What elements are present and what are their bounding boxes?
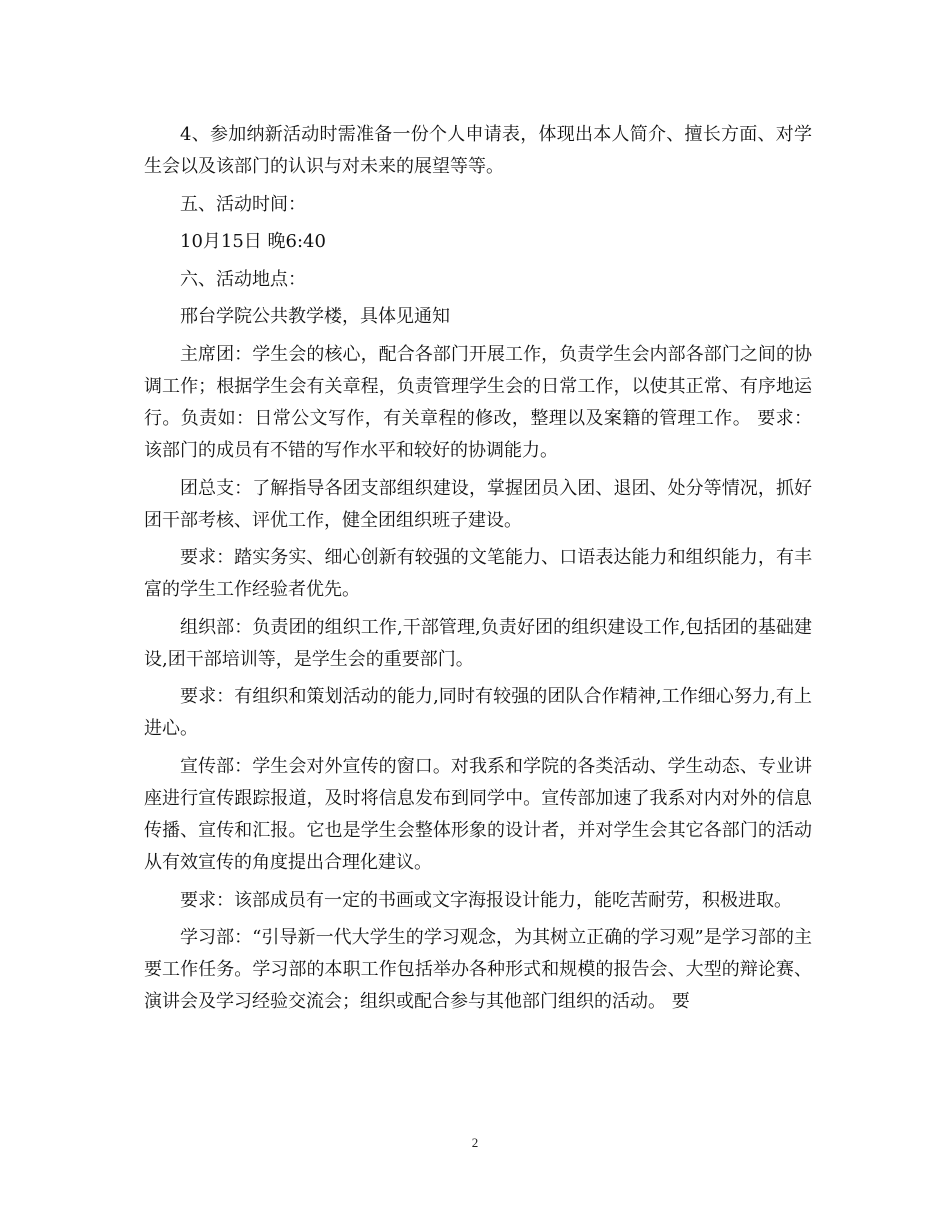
paragraph-presidium: 主席团：学生会的核心，配合各部门开展工作，负责学生会内部各部门之间的协调工作；根据学生会有关章程，负责管理学生会的日常工作，以使其正常、有序地运行。负责如：日常公文写作，有关章程的修改，整理以及案籍的管理工作。 要求：该部门的成员有不错的写作水平和较好的协调能力。 xyxy=(144,343,812,461)
heading-activity-time: 五、活动时间： xyxy=(180,193,306,215)
paragraph-publicity-requirements: 要求：该部成员有一定的书画或文字海报设计能力，能吃苦耐劳，积极进取。 xyxy=(180,889,792,911)
heading-activity-location: 六、活动地点： xyxy=(180,268,306,290)
paragraph-study-department: 学习部：“引导新一代大学生的学习观念，为其树立正确的学习观”是学习部的主要工作任务。学习部的本职工作包括举办各种形式和规模的报告会、大型的辩论赛、演讲会及学习经验交流会；组织或配合参与其他部门组织的活动。 要 xyxy=(144,927,812,1013)
paragraph-publicity-department: 宣传部：学生会对外宣传的窗口。对我系和学院的各类活动、学生动态、专业讲座进行宣传跟踪报道，及时将信息发布到同学中。宣传部加速了我系对内对外的信息传播、宣传和汇报。它也是学生会整体形象的设计者，并对学生会其它各部门的活动从有效宣传的角度提出合理化建议。 xyxy=(144,755,812,873)
activity-time-value: 10月15日 晚6:40 xyxy=(180,231,326,253)
paragraph-league-branch: 团总支：了解指导各团支部组织建设，掌握团员入团、退团、处分等情况，抓好团干部考核、评优工作，健全团组织班子建设。 xyxy=(144,477,812,531)
activity-location-value: 邢台学院公共教学楼，具体见通知 xyxy=(180,306,450,328)
document-body xyxy=(144,119,812,1024)
paragraph-application-form: 4、参加纳新活动时需准备一份个人申请表，体现出本人简介、擅长方面、对学生会以及该部门的认识与对未来的展望等等。 xyxy=(144,124,812,177)
paragraph-league-branch-requirements: 要求：踏实务实、细心创新有较强的文笔能力、口语表达能力和组织能力，有丰富的学生工作经验者优先。 xyxy=(144,547,812,601)
paragraph-organization-department: 组织部：负责团的组织工作,干部管理,负责好团的组织建设工作,包括团的基础建设,团干部培训等，是学生会的重要部门。 xyxy=(144,616,812,670)
page-number: 2 xyxy=(471,1135,479,1150)
paragraph-organization-requirements: 要求：有组织和策划活动的能力,同时有较强的团队合作精神,工作细心努力,有上进心。 xyxy=(144,686,812,740)
